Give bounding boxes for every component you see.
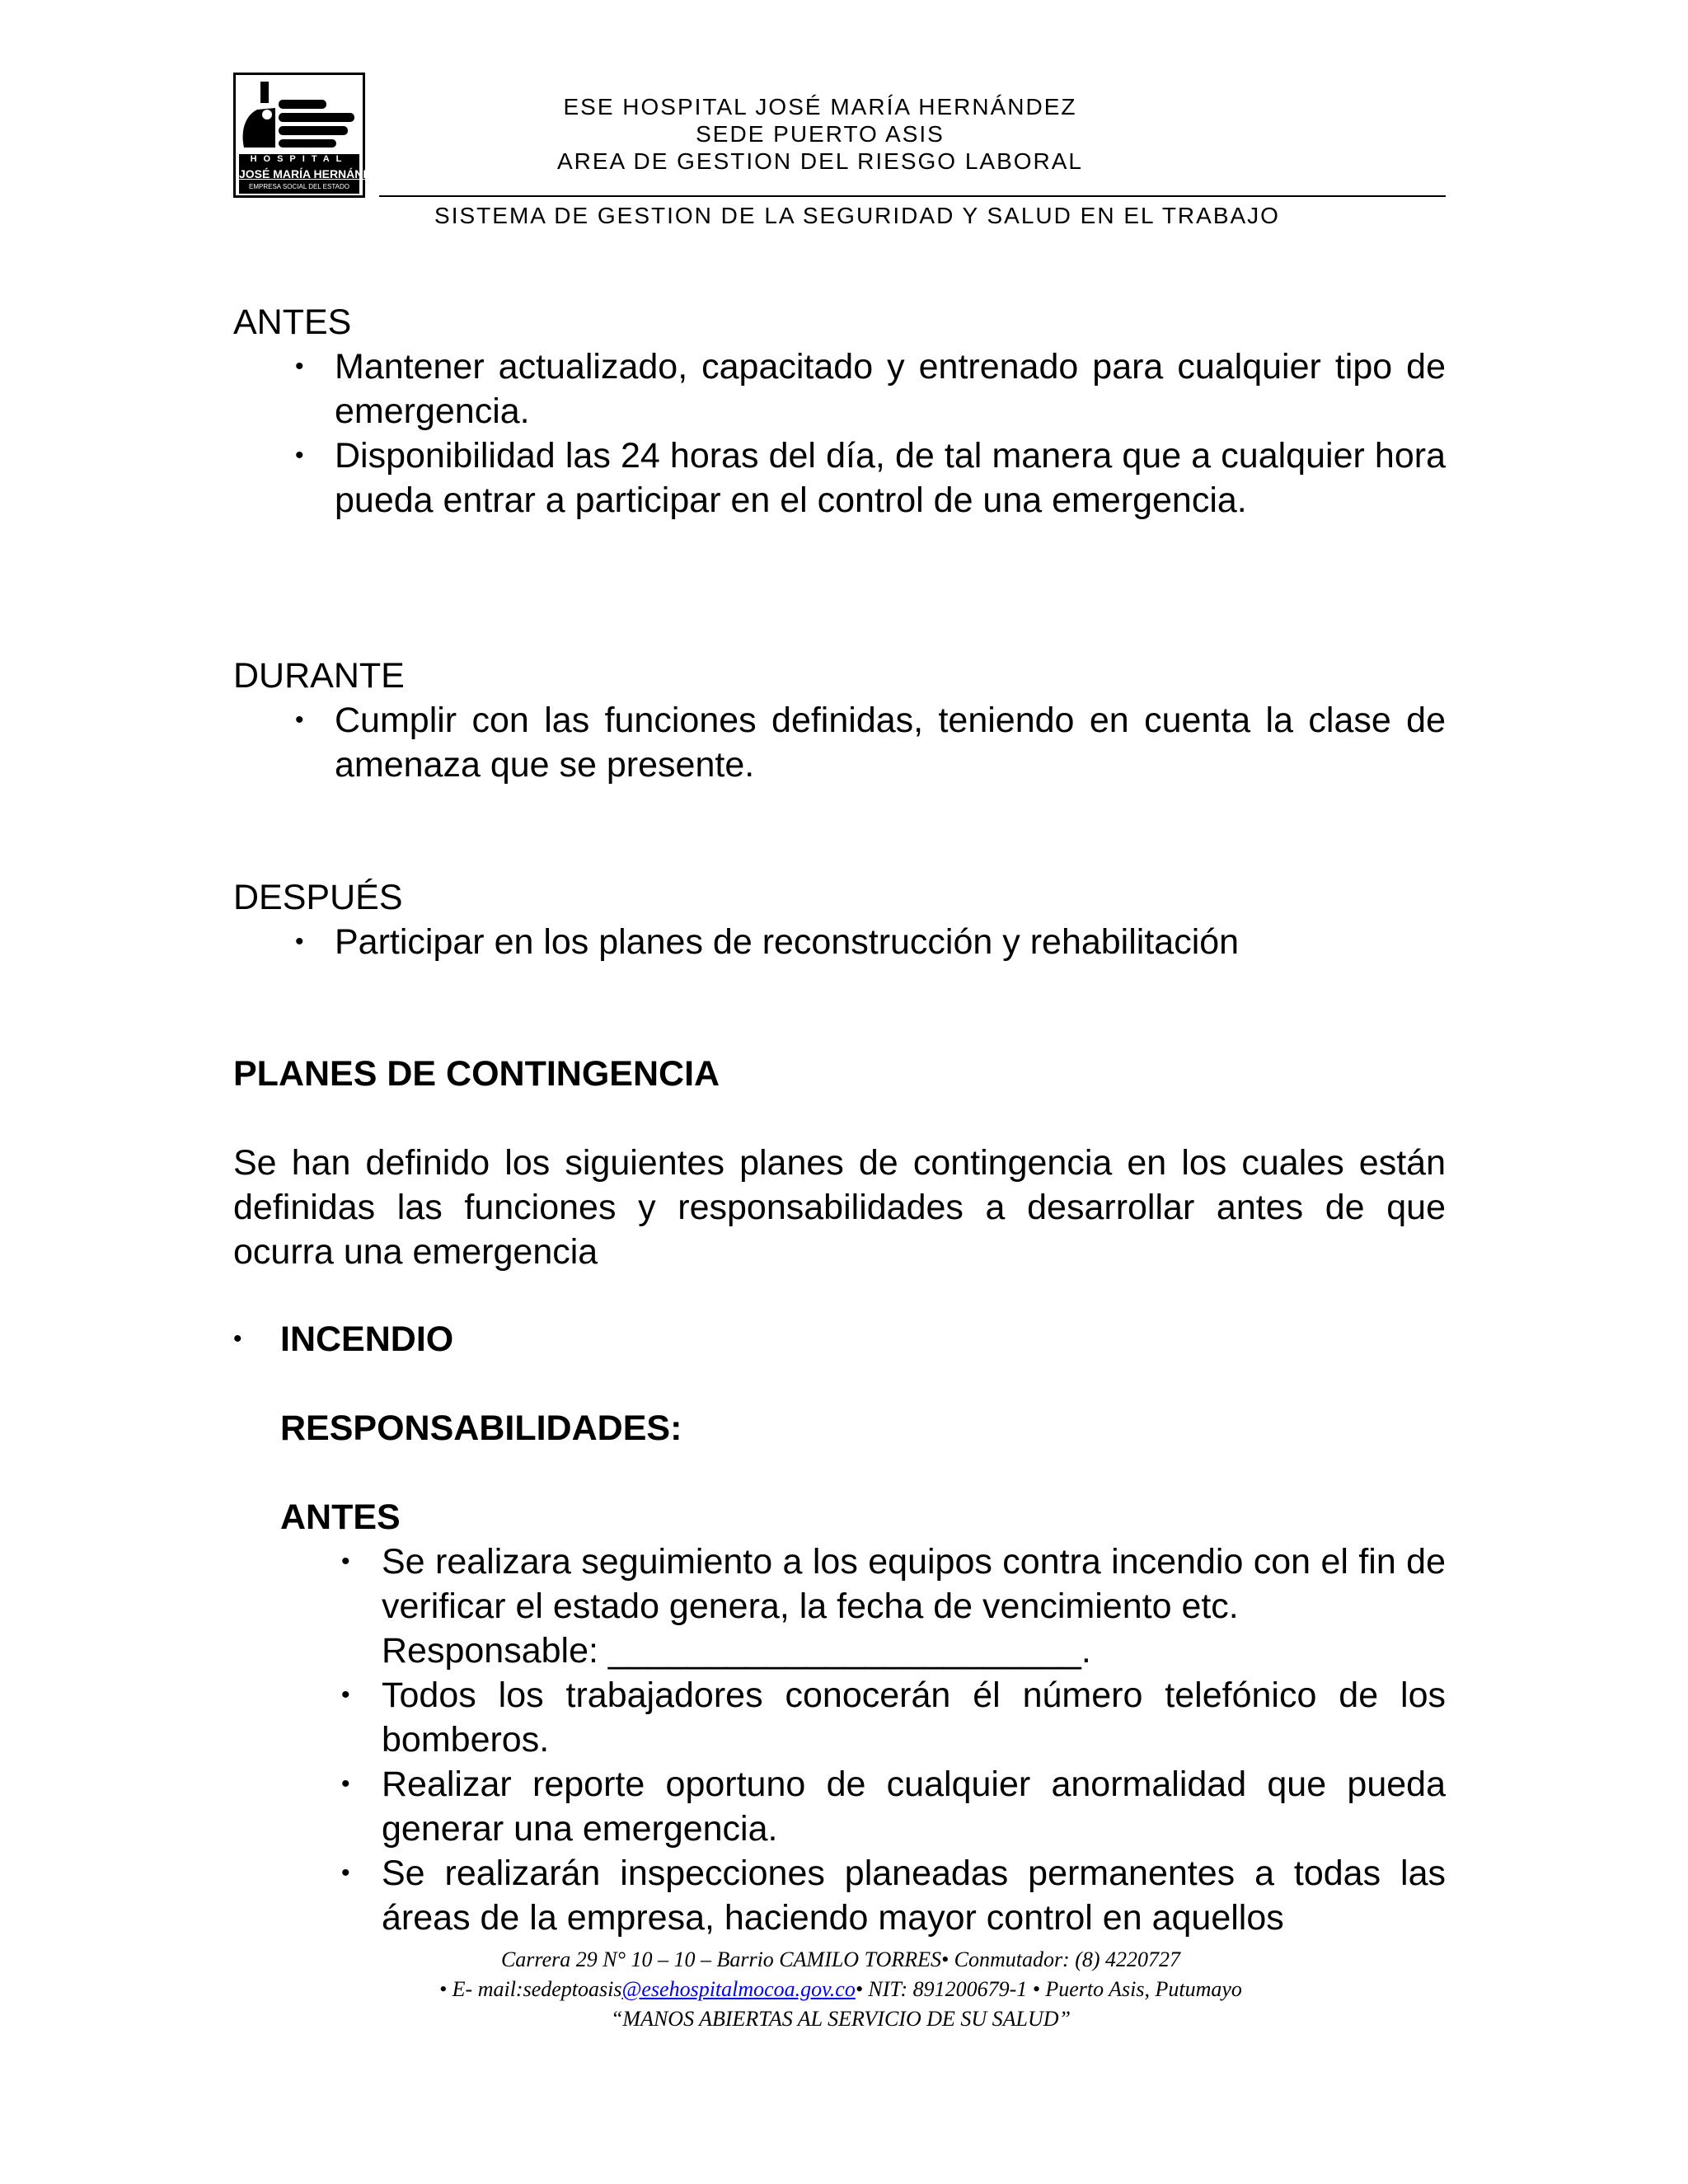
section-antes-title: ANTES [233, 302, 352, 342]
bullet-dot: • [233, 1325, 242, 1352]
bullet-dot: • [341, 1681, 350, 1708]
header-area: AREA DE GESTION DEL RIESGO LABORAL [556, 148, 1084, 174]
footer-email-prefix: • E- mail:sedeptoasis [439, 1977, 622, 2001]
planes-intro: Se han definido los siguientes planes de contingencia en los cuales están definidas las funciones y responsabilidades a desarrollar antes de que ocurra una emergencia [233, 1143, 1446, 1272]
bullet-dot: • [341, 1770, 350, 1797]
section-planes-title: PLANES DE CONTINGENCIA [233, 1054, 720, 1094]
bullet-dot: • [295, 928, 304, 955]
incendio-antes-item-1: Se realizara seguimiento a los equipos contra incendio con el fin de verificar el estado genera, la fecha de vencimiento etc. [382, 1542, 1446, 1626]
incendio-antes-title: ANTES [280, 1497, 401, 1537]
header-sede: SEDE PUERTO ASIS [696, 121, 945, 147]
header-rule [379, 195, 1446, 197]
hospital-logo [233, 73, 387, 198]
bullet-dot: • [295, 353, 304, 380]
bullet-dot: • [341, 1548, 350, 1575]
responsabilidades-title: RESPONSABILIDADES: [280, 1408, 682, 1448]
footer-slogan: “MANOS ABIERTAS AL SERVICIO DE SU SALUD” [610, 2007, 1071, 2031]
incendio-antes-item-3: Realizar reporte oportuno de cualquier anormalidad que pueda generar una emergencia. [382, 1765, 1446, 1849]
bullet-dot: • [295, 442, 304, 469]
header-hospital-name: ESE HOSPITAL JOSÉ MARÍA HERNÁNDEZ [563, 94, 1077, 120]
section-despues-title: DESPUÉS [233, 878, 403, 917]
despues-item-1: Participar en los planes de reconstrucción y rehabilitación [335, 922, 1240, 962]
footer-email-link[interactable]: @esehospitalmocoa.gov.co [621, 1977, 856, 2001]
header-system-title: SISTEMA DE GESTION DE LA SEGURIDAD Y SALUD EN EL TRABAJO [434, 203, 1280, 228]
bullet-dot: • [295, 706, 304, 733]
footer-nit: • NIT: 891200679-1 • Puerto Asis, Putumayo [855, 1977, 1242, 2001]
incendio-antes-item-4: Se realizarán inspecciones planeadas permanentes a todas las áreas de la empresa, haciendo mayor control en aquellos [382, 1854, 1446, 1938]
antes-item-1: Mantener actualizado, capacitado y entrenado para cualquier tipo de emergencia. [335, 347, 1446, 431]
responsable-line: Responsable: ________________________. [382, 1631, 1091, 1671]
logo-name: JOSÉ MARÍA HERNÁNDEZ [239, 167, 387, 180]
logo-subtitle: EMPRESA SOCIAL DEL ESTADO [249, 183, 349, 190]
section-durante-title: DURANTE [233, 656, 405, 696]
logo-word: HOSPITAL [250, 154, 349, 164]
footer-address: Carrera 29 N° 10 – 10 – Barrio CAMILO TORRES• Conmutador: (8) 4220727 [500, 1947, 1181, 1971]
bullet-dot: • [341, 1859, 350, 1886]
hand-logo-icon [236, 75, 363, 154]
incendio-antes-item-2: Todos los trabajadores conocerán él número telefónico de los bomberos. [382, 1675, 1446, 1760]
footer-contact [247, 1976, 1434, 2003]
incendio-title: INCENDIO [280, 1319, 454, 1359]
antes-item-2: Disponibilidad las 24 horas del día, de tal manera que a cualquier hora pueda entrar a participar en el control de una emergencia. [335, 436, 1446, 520]
durante-item-1: Cumplir con las funciones definidas, teniendo en cuenta la clase de amenaza que se presente. [335, 701, 1446, 785]
